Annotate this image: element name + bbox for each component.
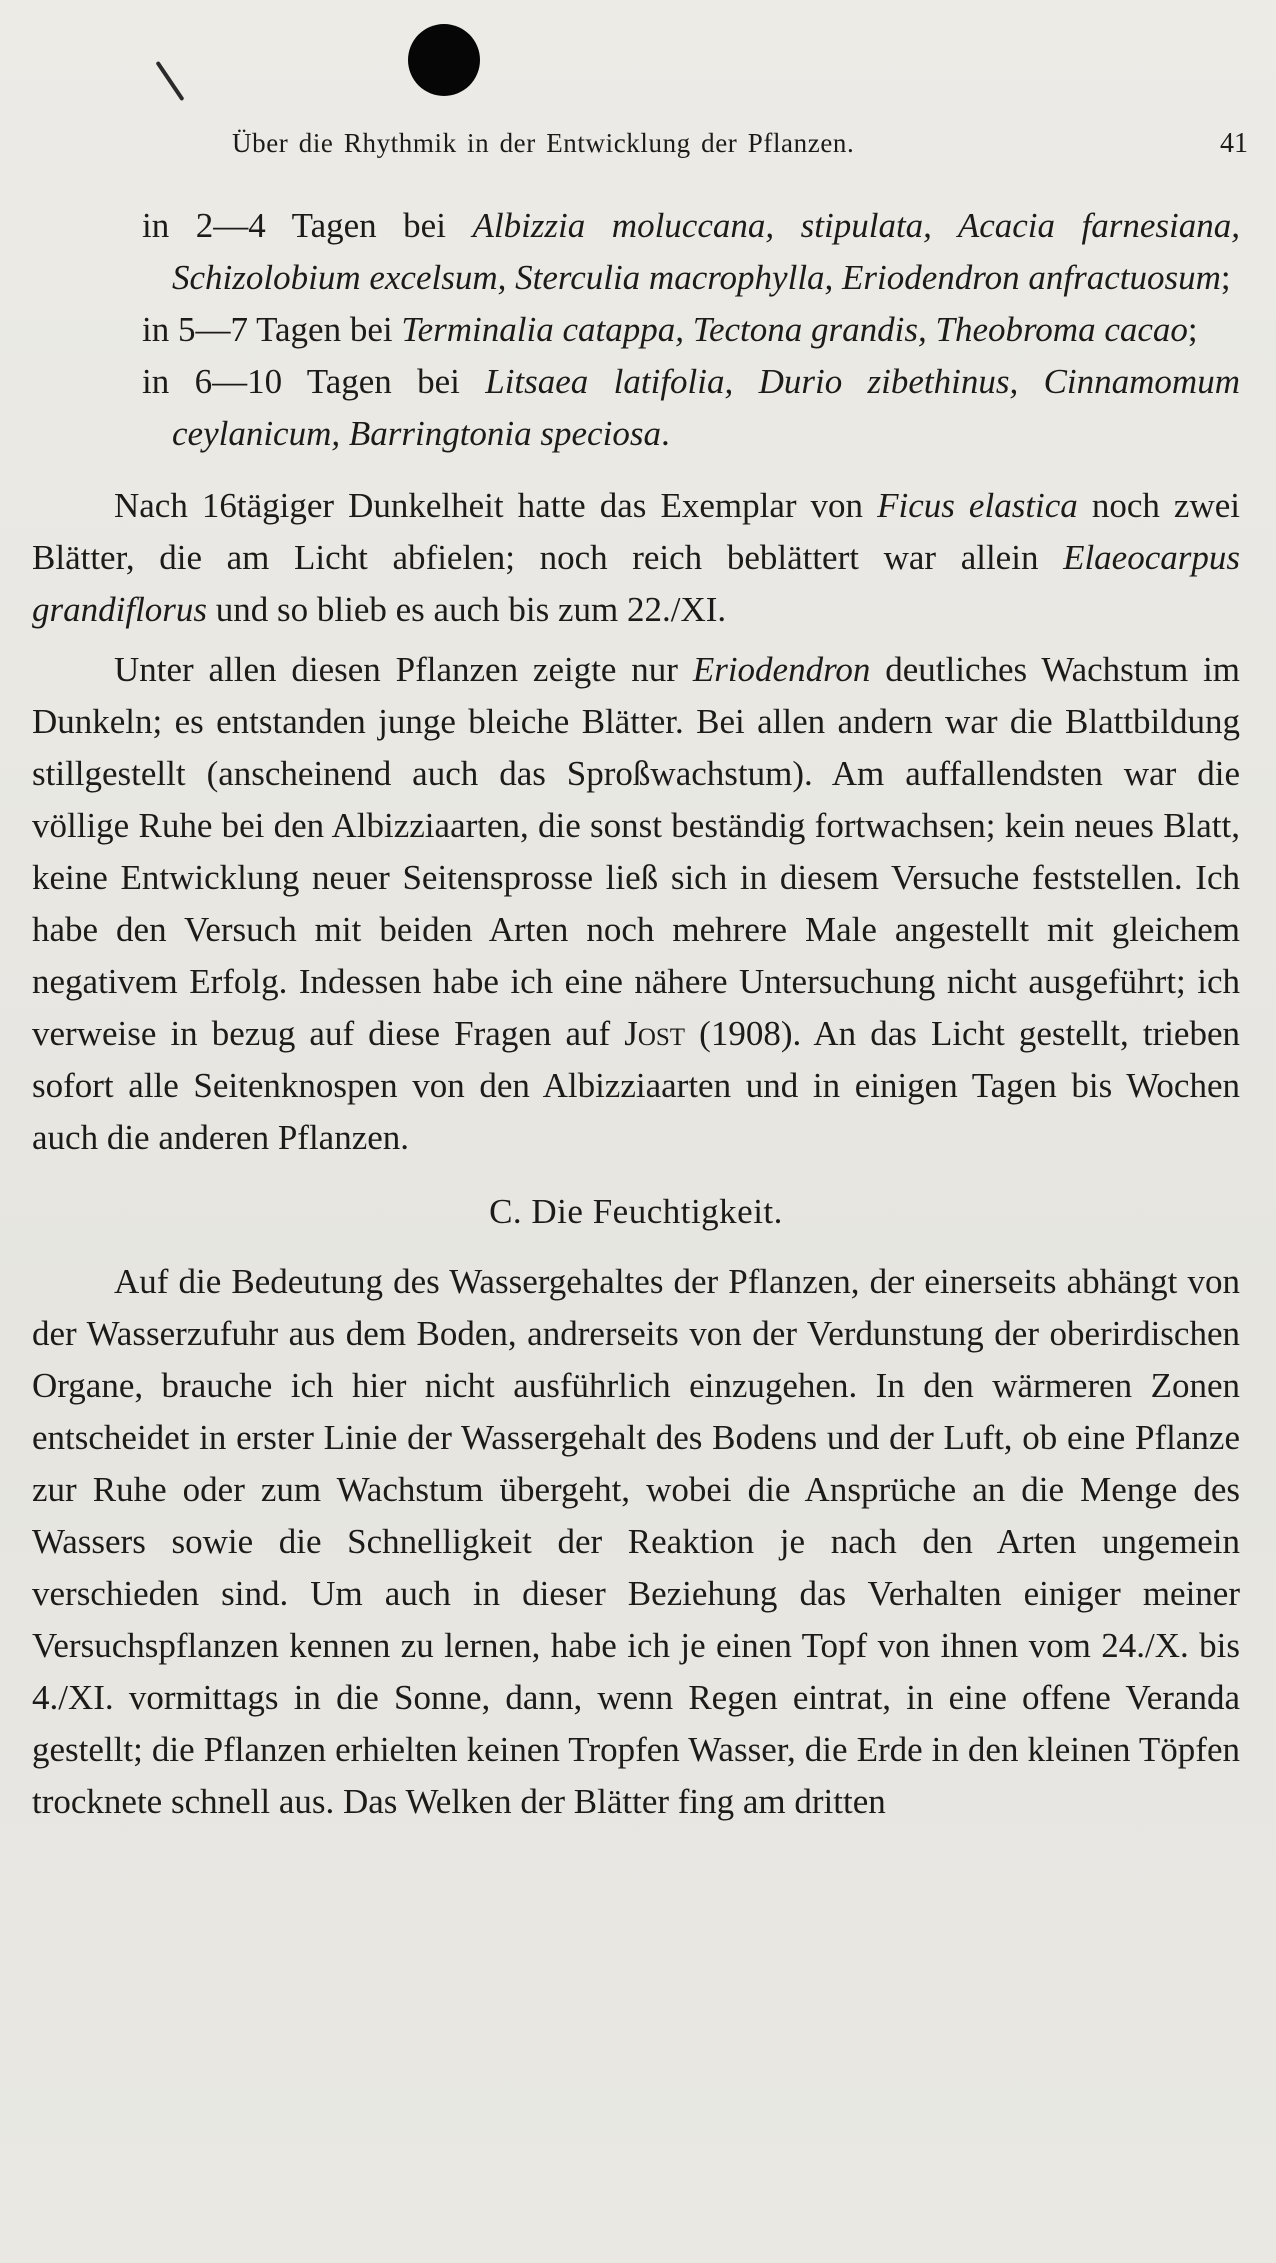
text-run: (1908). An das Licht gestellt, trieben sofort alle Seitenknospen von den Albizziaarten und in einigen Tagen bis Wochen auch die anderen Pflanzen.: [32, 1014, 1240, 1157]
running-title: Über die Rhythmik in der Entwicklung der Pflanzen.: [232, 128, 855, 158]
paragraph: Auf die Bedeutung des Wassergehaltes der Pflanzen, der einerseits abhängt von der Wasserzufuhr aus dem Boden, andrerseits von der Verdunstung der oberirdischen Organe, brauche ich hier nicht ausführlich einzugehen. In den wärmeren Zonen entscheidet in erster Linie der Wassergehalt des Bodens und der Luft, ob eine Pflanze zur Ruhe oder zum Wachstum übergeht, wobei die Ansprüche an die Menge des Wassers sowie die Schnelligkeit der Reaktion je nach den Arten ungemein verschieden sind. Um auch in dieser Beziehung das Verhalten einiger meiner Versuchspflanzen kennen zu lernen, habe ich je einen Topf von ihnen vom 24./X. bis 4./XI. vormittags in die Sonne, dann, wenn Regen eintrat, in eine offene Veranda gestellt; die Pflanzen erhielten keinen Tropfen Wasser, die Erde in den kleinen Töpfen trocknete schnell aus. Das Welken der Blätter fing am dritten: [32, 1262, 1240, 1821]
body-text: [32, 200, 1240, 1828]
text-run: Unter allen diesen Pflanzen zeigte nur: [114, 650, 693, 689]
list-item: [32, 200, 1240, 304]
species-name: Elaeocarpus grandiflorus: [32, 538, 1240, 629]
list-tail: .: [660, 414, 670, 453]
list-lead: in 5—7 Tagen bei: [142, 310, 402, 349]
list-item: [32, 356, 1240, 460]
running-head: [32, 128, 1248, 168]
page-number: 41: [1220, 128, 1248, 159]
author-name: Jost: [624, 1014, 686, 1053]
list-tail: ;: [1220, 258, 1231, 297]
text-run: und so blieb es auch bis zum 22./XI.: [207, 590, 727, 629]
paragraph: [32, 480, 1240, 636]
paragraph: [32, 644, 1240, 1164]
species-name: Eriodendron: [692, 650, 871, 689]
text-run: Nach 16tägiger Dunkelheit hatte das Exemplar von: [114, 486, 878, 525]
list-lead: in 6—10 Tagen bei: [142, 362, 486, 401]
pencil-mark: [155, 61, 184, 101]
text-run: deutliches Wachstum im Dunkeln; es entstanden junge bleiche Blätter. Bei allen andern war die Blattbildung stillgestellt (anscheinend auch das Sproßwachstum). Am auffallendsten war die völlige Ruhe bei den Albizziaarten, die sonst beständig fortwachsen; kein neues Blatt, keine Entwicklung neuer Seitensprosse ließ sich in diesem Versuche feststellen. Ich habe den Versuch mit beiden Arten noch mehrere Male angestellt mit gleichem negativem Erfolg. Indessen habe ich eine nähere Untersuchung nicht ausgeführt; ich verweise in bezug auf diese Fragen auf: [32, 650, 1240, 1053]
section-heading: C. Die Feuchtigkeit.: [489, 1192, 783, 1231]
list-tail: ;: [1187, 310, 1198, 349]
species-names: Terminalia catappa, Tectona grandis, Theobroma cacao: [401, 310, 1188, 349]
text-run: noch zwei Blätter, die am Licht abfielen; noch reich beblättert war allein: [32, 486, 1241, 577]
species-names: Albizzia moluccana, stipulata, Acacia farnesiana, Schizolobium excelsum, Sterculia macrophylla, Eriodendron anfractuosum: [172, 206, 1240, 297]
species-name: Ficus elastica: [877, 486, 1078, 525]
list-lead: in 2—4 Tagen bei: [142, 206, 473, 245]
list-item: [32, 304, 1240, 356]
ink-blot: [408, 24, 480, 96]
species-names: Litsaea latifolia, Durio zibethinus, Cinnamomum ceylanicum, Barringtonia speciosa: [172, 362, 1240, 453]
